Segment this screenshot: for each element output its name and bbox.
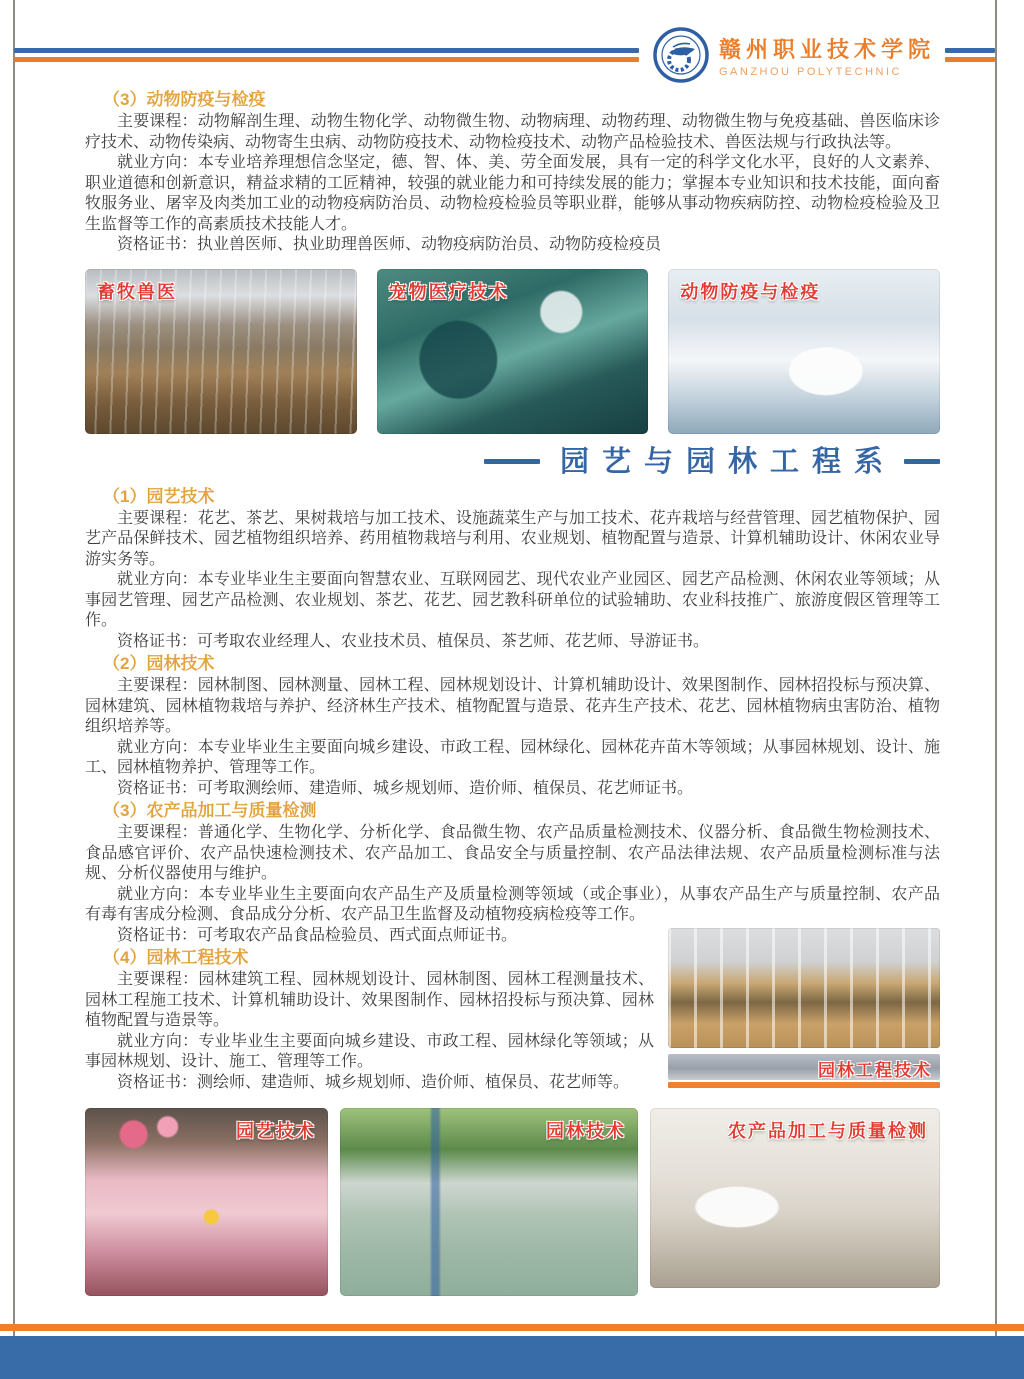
footer-blue-band [0,1336,1024,1379]
school-name-cn: 赣州职业技术学院 [718,36,935,62]
photo-orange-edge [668,1082,940,1088]
school-name-en: GANZHOU POLYTECHNIC [718,65,902,78]
engineering-courses-paragraph: 主要课程：园林建筑工程、园林规划设计、园林制图、园林工程测量技术、园林工程施工技术、计算机辅助设计、效果图制作、园林招投标与预决算、园林植物配置与造景等。 [85,971,654,1029]
engineering-certificates-paragraph: 资格证书：测绘师、建造师、城乡规划师、造价师、植保员、花艺师等。 [117,1073,630,1091]
animal-certificates-paragraph: 资格证书：执业兽医师、执业助理兽医师、动物疫病防治员、动物防疫检疫员 [117,236,662,253]
department-title: 园艺与园林工程系 [559,445,896,478]
banner-rule-left [484,459,540,464]
photo-animal-quarantine [668,269,940,434]
agri-career-paragraph: 就业方向：本专业毕业生主要面向农产品生产及质量检测等领域（或企事业），从事农产品生产与质量控制、农产品有毒有害成分检测、食品成分分析、农产品卫生监督及动植物疫病检疫等工作。 [85,885,940,923]
school-name-block [719,33,935,78]
banner-rule-right [904,459,940,464]
horticulture-certificates-paragraph: 资格证书：可考取农业经理人、农业技术员、植保员、茶艺师、花艺师、导游证书。 [117,632,710,650]
photo-horticulture [85,1108,328,1296]
page-header [14,26,995,84]
section-heading-landscape: （2）园林技术 [103,654,215,673]
photo-label-strip [668,1054,940,1080]
photo-label: 动物防疫与检疫 [680,281,821,302]
section-heading-horticulture: （1）园艺技术 [103,486,215,506]
photo-label: 园林技术 [546,1120,626,1141]
landscape-career-paragraph: 就业方向：本专业毕业生主要面向城乡建设、市政工程、园林绿化、园林花卉苗木等领域；从事园林规划、设计、施工、园林植物养护、管理等工作。 [85,738,940,776]
horticulture-courses-paragraph: 主要课程：花艺、茶艺、果树栽培与加工技术、设施蔬菜生产与加工技术、花卉栽培与经营管理、园艺植物保护、园艺产品保鲜技术、园艺植物组织培养、药用植物栽培与利用、农业规划、植物配置与造景、计算机辅助设计、休闲农业导游实务等。 [85,509,940,568]
landscape-certificates-paragraph: 资格证书：可考取测绘师、建造师、城乡规划师、造价师、植保员、花艺师证书。 [117,779,694,797]
section-heading-landscape-engineering: （4）园林工程技术 [103,948,249,967]
agri-courses-paragraph: 主要课程：普通化学、生物化学、分析化学、食品微生物、农产品质量检测技术、仪器分析、食品微生物检测技术、食品感官评价、农产品快速检测技术、农产品加工、食品安全与质量控制、农产品法律法规、农产品质量检测标准与法规、分析仪器使用与维护。 [85,824,940,882]
photo-agri-quality-testing [650,1108,940,1288]
page-border-right [995,0,997,1337]
header-rule-right [945,48,995,62]
photo-animal-husbandry [85,269,357,434]
header-rule-left [14,48,639,62]
section-landscape-engineering [85,926,940,1094]
photo-pet-medical [377,269,649,434]
horticulture-career-paragraph: 就业方向：本专业毕业生主要面向智慧农业、互联网园艺、现代农业产业园区、园艺产品检测、休闲农业等领域；从事园艺管理、园艺产品检测、农业规划、茶艺、花艺、园艺教科研单位的试验辅助、农业科技推广、旅游度假区管理等工作。 [85,571,940,629]
photo-label: 农产品加工与质量检测 [728,1120,928,1141]
animal-career-paragraph: 就业方向：本专业培养理想信念坚定，德、智、体、美、劳全面发展，具有一定的科学文化水平，良好的人文素养、职业道德和创新意识，精益求精的工匠精神，较强的就业能力和可持续发展的能力；掌握本专业知识和技术技能，面向畜牧服务业、屠宰及肉类加工业的动物疫病防治员、动物检疫检验员等职业群，能够从事动物疾病防控、动物检疫检验及卫生监督等工作的高素质技术技能人才。 [85,154,940,233]
photo-row-horticulture [85,1108,940,1296]
photo-label: 宠物医疗技术 [388,281,509,302]
section-heading-agri-products: （3）农产品加工与质量检测 [103,801,317,820]
photo-label: 园艺技术 [236,1120,316,1141]
section-heading-animal-quarantine: （3）动物防疫与检疫 [103,90,266,109]
page-border-left [13,0,15,1337]
photo-row-animal [85,269,940,434]
animal-courses-paragraph: 主要课程：动物解剖生理、动物生物化学、动物微生物、动物病理、动物药理、动物微生物与免疫基础、兽医临床诊疗技术、动物传染病、动物寄生虫病、动物防疫技术、动物检疫技术、动物产品检验技术、兽医法规与行政执法等。 [85,113,940,151]
agri-certificates-paragraph: 资格证书：可考取农产品食品检验员、西式面点师证书。 [117,926,518,944]
engineering-career-paragraph: 就业方向：专业毕业生主要面向城乡建设、市政工程、园林绿化等领域；从事园林规划、设计、施工、管理等工作。 [85,1032,654,1070]
photo-label: 园林工程技术 [818,1060,932,1080]
landscape-courses-paragraph: 主要课程：园林制图、园林测量、园林工程、园林规划设计、计算机辅助设计、效果图制作、园林招投标与预决算、园林建筑、园林植物栽培与养护、经济林生产技术、植物配置与造景、花卉生产技术、花艺、园林植物病虫害防治、植物组织培养等。 [85,677,940,735]
photo-label: 畜牧兽医 [97,281,177,302]
photo-landscape-engineering [668,928,940,1048]
footer-orange-band [0,1324,1024,1331]
photo-landscape-engineering-block [668,928,940,1088]
page-content [85,88,940,1306]
photo-landscape-tech [340,1108,638,1296]
department-banner [85,444,940,480]
school-logo-icon [653,27,709,83]
